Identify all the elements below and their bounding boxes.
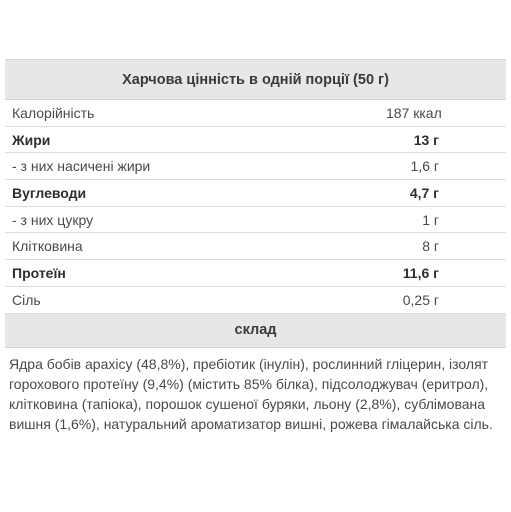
nutrient-value: 0,25 г [402, 291, 439, 308]
nutrient-label: Калорійність [12, 104, 95, 121]
nutrition-row [5, 180, 506, 207]
nutrient-value: 4,7 г [409, 184, 439, 201]
nutrient-label: - з них цукру [12, 211, 94, 228]
nutrient-label: Протеїн [12, 264, 66, 281]
nutrition-row [5, 287, 506, 314]
nutrition-row [5, 233, 506, 260]
nutrition-row [5, 100, 506, 127]
nutrient-label: Клітковина [12, 238, 83, 255]
nutrient-label: Жири [12, 131, 51, 148]
nutrient-value: 1,6 г [410, 158, 439, 175]
nutrient-value: 8 г [422, 238, 439, 255]
composition-text: Ядра бобів арахісу (48,8%), пребіотик (інулін), рослинний гліцерин, ізолят горохового протеїну (9,4%) (містить 85% білка), підсолоджувач (еритрол), клітковина (тапіока), порошок сушеної буряки, льону (2,8%), сублімована вишня (1,6%), натуральний ароматизатор вишні, рожева гімалайська сіль. [9, 355, 493, 433]
nutrient-value: 13 г [413, 131, 439, 148]
nutrition-rows [5, 100, 506, 314]
nutrition-row [5, 207, 506, 234]
nutrient-label: Сіль [12, 291, 41, 308]
nutrient-label: Вуглеводи [12, 184, 87, 201]
nutrient-label: - з них насичені жири [12, 158, 151, 175]
nutrient-value: 1 г [422, 211, 439, 228]
composition-title: склад [5, 314, 506, 348]
nutrition-row [5, 127, 506, 154]
nutrient-value: 187 ккал [386, 104, 442, 121]
nutrition-table [5, 59, 506, 434]
nutrition-row [5, 153, 506, 180]
nutrient-value: 11,6 г [402, 264, 439, 281]
nutrition-title: Харчова цінність в одній порції (50 г) [5, 59, 506, 100]
nutrition-row [5, 260, 506, 287]
